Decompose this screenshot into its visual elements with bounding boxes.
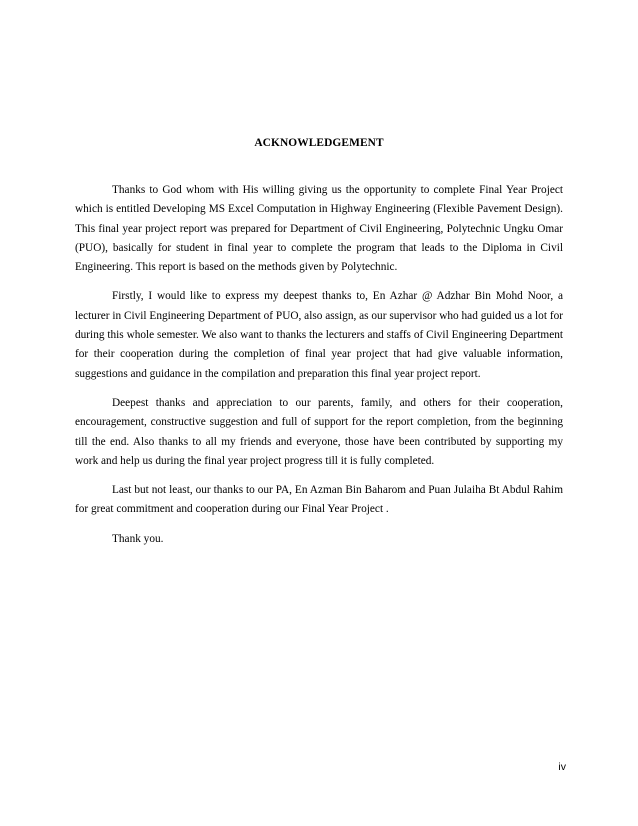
closing-line: Thank you. [112, 532, 164, 545]
acknowledgement-body [75, 181, 563, 549]
paragraph-family-thanks: Deepest thanks and appreciation to our parents, family, and others for their cooperation, encouragement, constructive suggestion and full of support for the report completion, from the beginning till the end. Also thanks to all my friends and everyone, those have been contributed by supporting my work and help us during the final year project progress till it is fully completed. [75, 396, 563, 467]
paragraph-thanks-to-god: Thanks to God whom with His willing giving us the opportunity to complete Final Year Project which is entitled Developing MS Excel Computation in Highway Engineering (Flexible Pavement Design). This final year project report was prepared for Department of Civil Engineering, Polytechnic Ungku Omar (PUO), basically for student in final year to complete the program that leads to the Diploma in Civil Engineering. This report is based on the methods given by Polytechnic. [75, 184, 563, 274]
page-number: iv [558, 761, 566, 773]
paragraph-pa-thanks: Last but not least, our thanks to our PA, En Azman Bin Baharom and Puan Julaiha Bt Abdul Rahim for great commitment and cooperation during our Final Year Project . [75, 484, 563, 516]
page-title: ACKNOWLEDGEMENT [254, 137, 384, 149]
paragraph-supervisor-thanks: Firstly, I would like to express my deepest thanks to, En Azhar @ Adzhar Bin Mohd Noor, a lecturer in Civil Engineering Department of PUO, also assign, as our supervisor who had guided us a lot for during this whole semester. We also want to thanks the lecturers and staffs of Civil Engineering Department for their cooperation during the completion of final year project that had give valuable information, suggestions and guidance in the compilation and preparation this final year project report. [75, 290, 563, 380]
